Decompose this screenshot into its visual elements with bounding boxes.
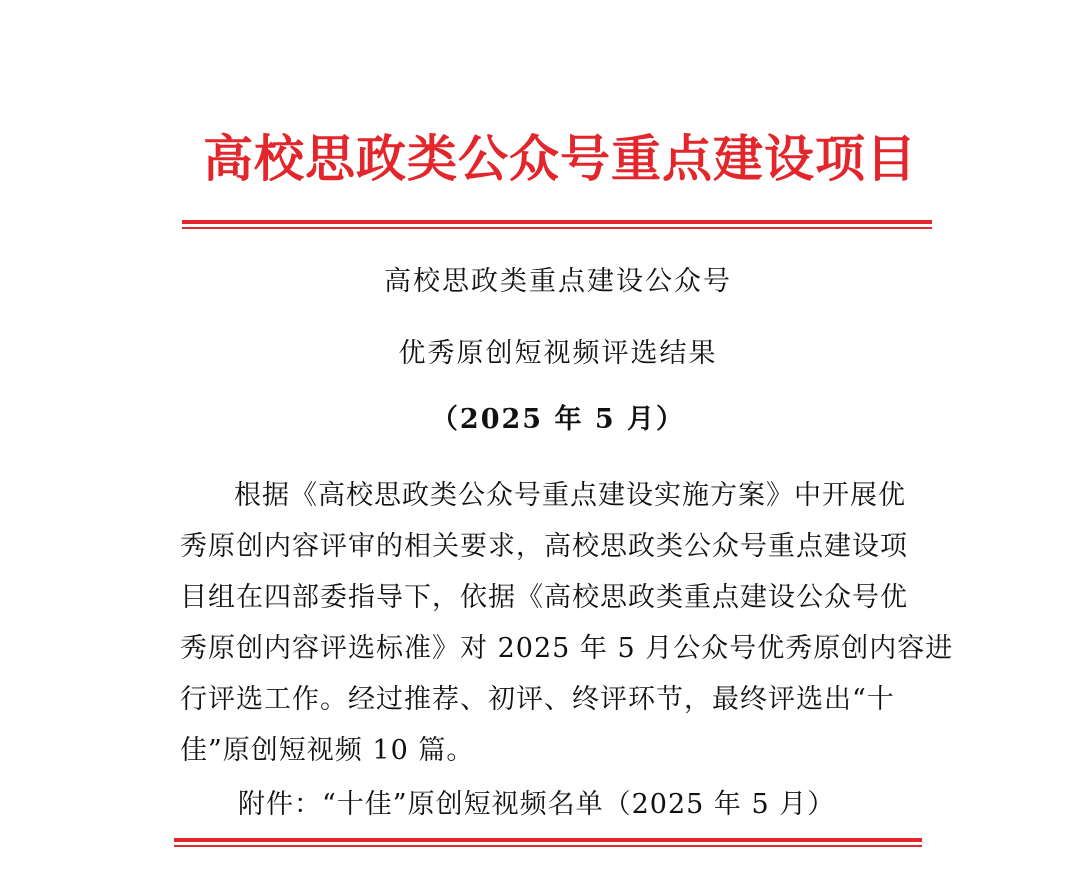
document-title-line-1: 高校思政类重点建设公众号 bbox=[384, 266, 732, 297]
document-title-line-2: 优秀原创短视频评选结果 bbox=[398, 338, 718, 369]
attachment-note: 附件：“十佳”原创短视频名单（2025 年 5 月） bbox=[238, 789, 836, 820]
header-divider bbox=[182, 220, 932, 229]
document-date-line: （2025 年 5 月） bbox=[430, 404, 686, 435]
header-divider-thin-line bbox=[182, 227, 932, 229]
document-header-title: 高校思政类公众号重点建设项目 bbox=[203, 129, 917, 188]
body-line: 根据《高校思政类公众号重点建设实施方案》中开展优 bbox=[234, 480, 906, 511]
body-line: 秀原创内容评审的相关要求，高校思政类公众号重点建设项 bbox=[180, 531, 908, 562]
body-paragraph bbox=[180, 470, 954, 776]
body-line: 目组在四部委指导下，依据《高校思政类重点建设公众号优 bbox=[180, 582, 908, 613]
body-line: 行评选工作。经过推荐、初评、终评环节，最终评选出“十 bbox=[180, 684, 895, 715]
footer-divider bbox=[174, 838, 922, 847]
body-line: 秀原创内容评选标准》对 2025 年 5 月公众号优秀原创内容进 bbox=[180, 633, 954, 664]
footer-divider-thin-line bbox=[174, 845, 922, 847]
body-line: 佳”原创短视频 10 篇。 bbox=[180, 735, 475, 766]
